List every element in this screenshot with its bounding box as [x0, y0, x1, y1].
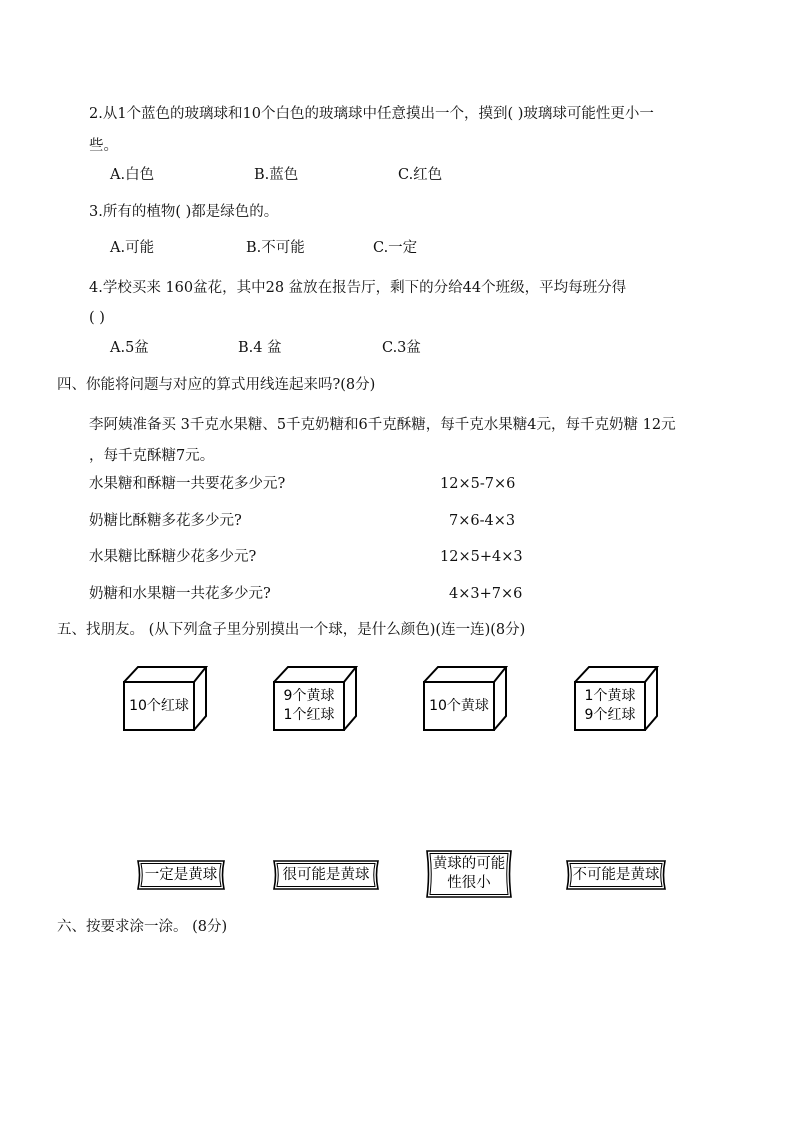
section4-formula-3: 12×5+4×3 [440, 549, 523, 565]
q4-line1: 4.学校买来 160盆花，其中28 盆放在报告厅，剩下的分给44个班级，平均每班分得 [89, 280, 627, 296]
section4-question-1: 水果糖和酥糖一共要花多少元? [89, 476, 286, 492]
box-label-line: 9个红球 [584, 707, 636, 723]
q3-option-b: B.不可能 [246, 240, 305, 256]
section4-context-line2: ，每千克酥糖7元。 [89, 448, 215, 464]
tag-label-line: 很可能是黄球 [282, 866, 370, 883]
tag-label-line: 一定是黄球 [144, 866, 218, 883]
ball-box-2 [272, 664, 358, 732]
section4-question-3: 水果糖比酥糖少花多少元? [89, 549, 257, 565]
q4-option-b: B.4 盆 [238, 340, 282, 356]
q4-line2: ( ) [89, 310, 105, 326]
q2-option-c: C.红色 [398, 167, 443, 183]
q2-option-b: B.蓝色 [254, 167, 299, 183]
q2-line1: 2.从1个蓝色的玻璃球和10个白色的玻璃球中任意摸出一个，摸到( )玻璃球可能性更小一 [89, 106, 654, 122]
box-label-line: 10个红球 [129, 697, 189, 714]
tag-label-line: 性很小 [447, 875, 491, 891]
section4-question-2: 奶糖比酥糖多花多少元? [89, 513, 242, 529]
section4-question-4: 奶糖和水果糖一共花多少元? [89, 586, 271, 602]
box-label-line: 1个红球 [283, 707, 335, 723]
box-label-line: 9个黄球 [283, 688, 335, 704]
section4-formula-2: 7×6-4×3 [449, 513, 516, 529]
section5-title: 五、找朋友。 (从下列盒子里分别摸出一个球，是什么颜色)(连一连)(8分) [57, 622, 526, 638]
ball-box-3 [422, 664, 508, 732]
tag-label-line: 黄球的可能 [432, 856, 506, 872]
q3-option-a: A.可能 [110, 240, 155, 256]
q2-option-a: A.白色 [110, 167, 155, 183]
ball-box-1 [122, 664, 208, 732]
section4-context-line1: 李阿姨准备买 3千克水果糖、5千克奶糖和6千克酥糖，每千克水果糖4元，每千克奶糖 12元 [89, 417, 676, 433]
section4-formula-1: 12×5-7×6 [440, 476, 516, 492]
answer-tag-2 [268, 859, 384, 891]
section4-title: 四、你能将问题与对应的算式用线连起来吗?(8分) [57, 377, 376, 393]
tag-label-line: 不可能是黄球 [572, 866, 660, 883]
section6-title: 六、按要求涂一涂。 (8分) [57, 919, 228, 935]
q4-option-a: A.5盆 [110, 340, 149, 356]
ball-box-4 [573, 664, 659, 732]
q3-text: 3.所有的植物( )都是绿色的。 [89, 204, 279, 220]
q4-option-c: C.3盆 [382, 340, 421, 356]
answer-tag-1 [132, 859, 230, 891]
q2-line2: 些。 [89, 138, 118, 154]
answer-tag-4 [561, 859, 671, 891]
q3-option-c: C.一定 [373, 240, 418, 256]
box-label-line: 10个黄球 [429, 697, 489, 714]
box-label-line: 1个黄球 [584, 688, 636, 704]
answer-tag-3 [421, 849, 517, 899]
section4-formula-4: 4×3+7×6 [449, 586, 523, 602]
